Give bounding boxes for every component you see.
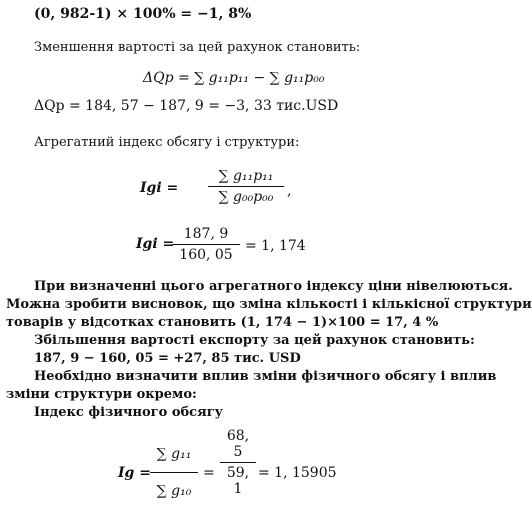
- paragraph-line-7: зміни структури окремо:: [6, 387, 197, 402]
- formula-ig-value-denominator-b: 1: [233, 481, 243, 497]
- formula-igi-value-lhs: Igi =: [136, 236, 175, 252]
- fraction-bar: [172, 244, 240, 245]
- paragraph-line-8: Індекс фізичного обсягу: [34, 405, 223, 420]
- text-aggregate-index: Агрегатний індекс обсягу і структури:: [34, 135, 300, 150]
- formula-igi-fraction: [208, 168, 284, 205]
- formula-igi-numerator: ∑ g₁₁p₁₁: [218, 168, 274, 184]
- formula-ig-lhs: Ig =: [118, 465, 151, 481]
- paragraph-line-5: 187, 9 − 160, 05 = +27, 85 тис. USD: [34, 351, 301, 366]
- ig-result: = 1, 15905: [258, 465, 337, 481]
- fraction-bar: [150, 472, 198, 473]
- formula-ig-value-denominator-a: 59,: [226, 465, 250, 481]
- text-decrease: Зменшення вартості за цей рахунок становить:: [34, 40, 361, 55]
- formula-delta-qp-rhs: ∑ g₁₁p₁₁ − ∑ g₁₁p₀₀: [194, 70, 325, 86]
- fraction-bar: [208, 186, 284, 187]
- equals-sign: =: [203, 465, 215, 481]
- fraction-bar: [220, 462, 256, 463]
- comma: ,: [287, 183, 292, 199]
- formula-delta-qp-lhs: ΔQp =: [143, 70, 195, 86]
- igi-value-result: = 1, 174: [245, 238, 306, 254]
- paragraph-line-6: Необхідно визначити вплив зміни фізичного обсягу і вплив: [34, 369, 497, 384]
- formula-ig-value-numerator-b: 5: [233, 444, 243, 460]
- formula-igi-value-fraction: [172, 226, 240, 263]
- delta-qp-result: ΔQp = 184, 57 − 187, 9 = −3, 33 тис.USD: [34, 98, 339, 114]
- formula-ig-numerator: ∑ g₁₁: [156, 446, 192, 462]
- formula-ig-denominator: ∑ g₁₀: [156, 483, 192, 499]
- formula-ig-value-fraction: [220, 428, 256, 497]
- paragraph-line-3: товарів у відсотках становить (1, 174 − 1)×100 = 17, 4 %: [6, 315, 439, 330]
- formula-igi-lhs: Igi =: [140, 180, 179, 196]
- formula-delta-qp: [143, 70, 324, 86]
- formula-igi-value-denominator: 160, 05: [179, 247, 233, 263]
- formula-igi-denominator: ∑ g₀₀p₀₀: [218, 189, 274, 205]
- paragraph-line-1: При визначенні цього агрегатного індексу ціни нівелюються.: [34, 279, 513, 294]
- formula-ig-fraction: [150, 446, 198, 499]
- result-line: (0, 982-1) × 100% = −1, 8%: [34, 6, 252, 22]
- formula-ig-value-numerator-a: 68,: [226, 428, 250, 444]
- formula-igi-value-numerator: 187, 9: [183, 226, 229, 242]
- paragraph-line-2: Можна зробити висновок, що зміна кількості і кількісної структури: [6, 297, 532, 312]
- paragraph-line-4: Збільшення вартості експорту за цей рахунок становить:: [34, 333, 475, 348]
